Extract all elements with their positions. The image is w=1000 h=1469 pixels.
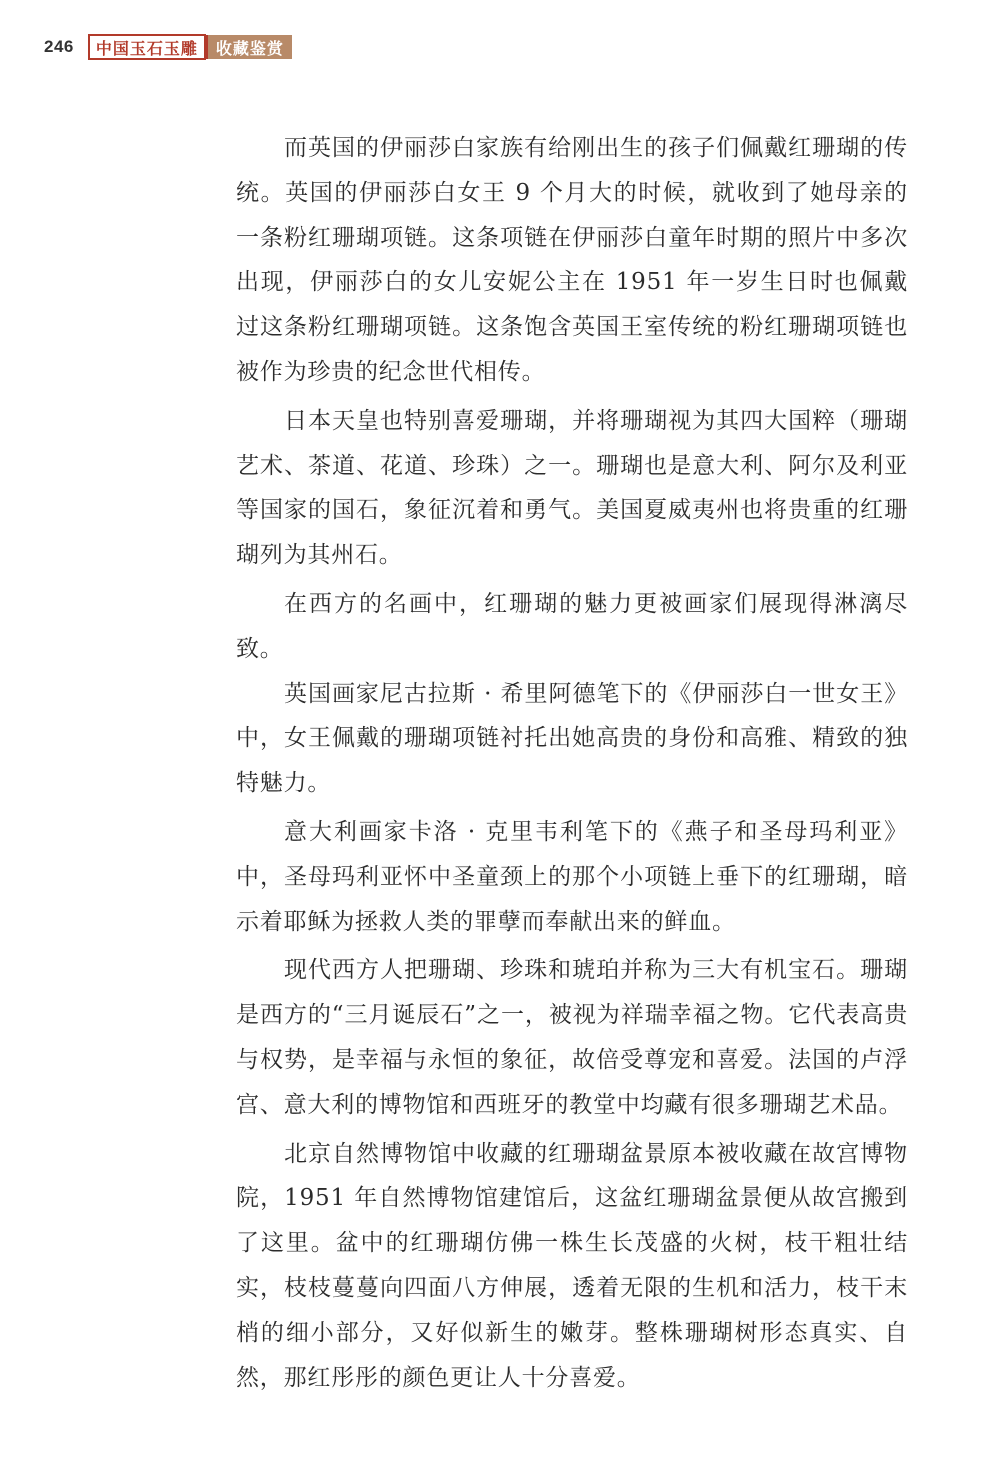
book-title: 中国玉石玉雕 bbox=[88, 34, 206, 60]
page-header bbox=[44, 34, 292, 60]
paragraph-western-paintings: 在西方的名画中，红珊瑚的魅力更被画家们展现得淋漓尽致。 bbox=[236, 590, 908, 662]
article-body bbox=[236, 126, 908, 1404]
paragraph-japan-coral: 日本天皇也特别喜爱珊瑚，并将珊瑚视为其四大国粹（珊瑚艺术、茶道、花道、珍珠）之一。珊瑚也是意大利、阿尔及利亚等国家的国石，象征沉着和勇气。美国夏威夷州也将贵重的红珊瑚列为其州石。 bbox=[236, 407, 908, 569]
paragraph-crivelli-painting: 意大利画家卡洛 · 克里韦利笔下的《燕子和圣母玛利亚》中，圣母玛利亚怀中圣童颈上的那个小项链上垂下的红珊瑚，暗示着耶稣为拯救人类的罪孽而奉献出来的鲜血。 bbox=[236, 818, 908, 935]
paragraph-organic-gems: 现代西方人把珊瑚、珍珠和琥珀并称为三大有机宝石。珊瑚是西方的“三月诞辰石”之一，被视为祥瑞幸福之物。它代表高贵与权势，是幸福与永恒的象征，故倍受尊宠和喜爱。法国的卢浮宫、意大利的博物馆和西班牙的教堂中均藏有很多珊瑚艺术品。 bbox=[236, 957, 908, 1118]
paragraph-british-royal-coral: 而英国的伊丽莎白家族有给刚出生的孩子们佩戴红珊瑚的传统。英国的伊丽莎白女王 9 个月大的时候，就收到了她母亲的一条粉红珊瑚项链。这条项链在伊丽莎白童年时期的照片中多次出现，伊丽莎白的女儿安妮公主在 1951 年一岁生日时也佩戴过这条粉红珊瑚项链。这条饱含英国王室传统的粉红珊瑚项链也被作为珍贵的纪念世代相传。 bbox=[236, 135, 908, 385]
paragraph-beijing-museum: 北京自然博物馆中收藏的红珊瑚盆景原本被收藏在故宫博物院，1951 年自然博物馆建馆后，这盆红珊瑚盆景便从故宫搬到了这里。盆中的红珊瑚仿佛一株生长茂盛的火树，枝干粗壮结实，枝枝蔓蔓向四面八方伸展，透着无限的生机和活力，枝干末梢的细小部分，又好似新生的嫩芽。整株珊瑚树形态真实、自然，那红彤彤的颜色更让人十分喜爱。 bbox=[236, 1140, 908, 1391]
paragraph-hilliard-painting: 英国画家尼古拉斯 · 希里阿德笔下的《伊丽莎白一世女王》中，女王佩戴的珊瑚项链衬托出她高贵的身份和高雅、精致的独特魅力。 bbox=[236, 680, 908, 797]
page-number: 246 bbox=[44, 37, 74, 56]
section-tag: 收藏鉴赏 bbox=[208, 35, 292, 59]
